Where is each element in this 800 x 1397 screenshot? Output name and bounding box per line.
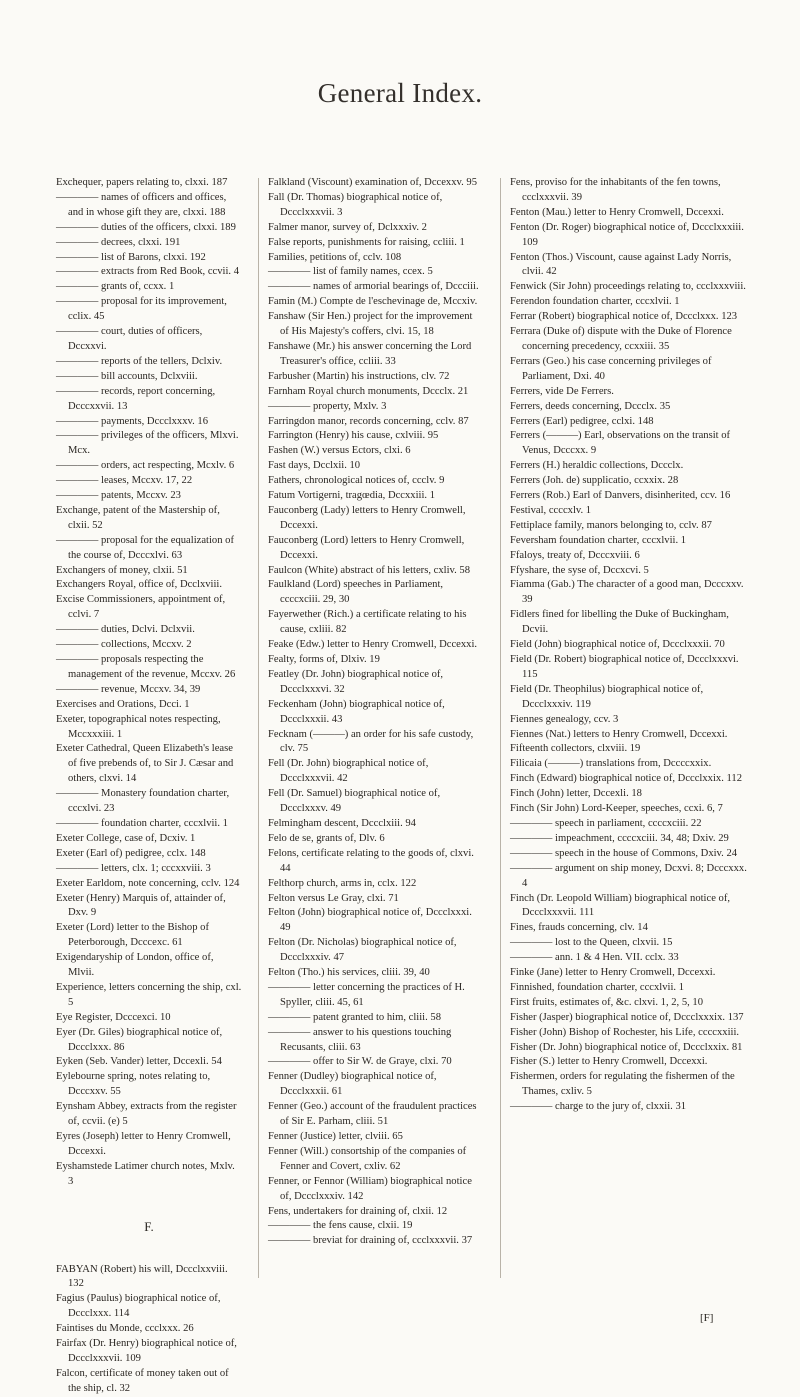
index-entry: ———— grants of, ccxx. 1 bbox=[56, 281, 175, 293]
index-entry: Fell (Dr. Samuel) biographical notice of, Dccclxxxv. 49 bbox=[268, 788, 441, 815]
index-entry: Finnished, foundation charter, cccxlvii. 1 bbox=[510, 981, 685, 993]
index-entry: Fealty, forms of, Dlxiv. 19 bbox=[268, 654, 380, 665]
index-entry: Falcon, certificate of money taken out of the ship, cl. 32 bbox=[56, 1367, 229, 1394]
index-entry: ———— list of family names, ccex. 5 bbox=[268, 266, 433, 278]
index-entry: Exeter, topographical notes respecting, Mccxxxiii. 1 bbox=[56, 713, 221, 740]
index-entry: ———— decrees, clxxi. 191 bbox=[56, 236, 181, 248]
index-entry: ———— revenue, Mccxv. 34, 39 bbox=[56, 683, 201, 695]
index-entry: Felmingham descent, Dccclxiii. 94 bbox=[268, 817, 416, 829]
index-entry: ———— extracts from Red Book, ccvii. 4 bbox=[56, 266, 240, 278]
index-entry: Fanshaw (Sir Hen.) project for the improvement of His Majesty's coffers, clvi. 15, 18 bbox=[268, 311, 473, 338]
index-entry: Ferrers, deeds concerning, Dccclx. 35 bbox=[510, 400, 671, 412]
index-entry: Exeter (Henry) Marquis of, attainder of, Dxv. 9 bbox=[56, 892, 226, 919]
index-entry: Falmer manor, survey of, Dclxxxiv. 2 bbox=[268, 221, 427, 233]
index-entry: Fiamma (Gab.) The character of a good man, Dcccxxv. 39 bbox=[510, 579, 744, 606]
index-entry: Fenton (Dr. Roger) biographical notice of, Dccclxxxiii. 109 bbox=[510, 221, 744, 248]
index-entry: Fenner (Will.) consortship of the companies of Fenner and Covert, cxliv. 62 bbox=[268, 1145, 467, 1172]
index-entry: Fauconberg (Lady) letters to Henry Cromwell, Dccexxi. bbox=[268, 504, 466, 531]
index-entry: Fenton (Thos.) Viscount, cause against Lady Norris, clvii. 42 bbox=[510, 251, 732, 278]
index-entry: Featley (Dr. John) biographical notice of, Dccclxxxvi. 32 bbox=[268, 668, 444, 695]
index-entry: Fenner (Geo.) account of the fraudulent practices of Sir E. Parham, cliii. 51 bbox=[268, 1101, 477, 1128]
index-entry: Fens, undertakers for draining of, clxii. 12 bbox=[268, 1205, 448, 1217]
index-entry: Felton (John) biographical notice of, Dccclxxxi. 49 bbox=[268, 907, 472, 934]
index-entry: Fisher (S.) letter to Henry Cromwell, Dccexxi. bbox=[510, 1056, 708, 1068]
signature-mark: [F] bbox=[700, 1312, 714, 1324]
index-entry: ———— property, Mxlv. 3 bbox=[268, 400, 387, 412]
index-entry: Ferrar (Robert) biographical notice of, Dccclxxx. 123 bbox=[510, 311, 738, 323]
index-entry: Farnham Royal church monuments, Dccclx. 21 bbox=[268, 385, 469, 397]
index-entry: ———— proposal for its improvement, cclix. 45 bbox=[56, 296, 227, 323]
index-entry: Fenner (Dudley) biographical notice of, Dccclxxxii. 61 bbox=[268, 1071, 437, 1098]
index-entry: Fall (Dr. Thomas) biographical notice of, Dccclxxxvii. 3 bbox=[268, 191, 443, 218]
index-entry: ———— collections, Mccxv. 2 bbox=[56, 639, 192, 651]
index-entry: Fisher (Dr. John) biographical notice of, Dccclxxix. 81 bbox=[510, 1041, 743, 1053]
index-entry: ———— bill accounts, Dclxviii. bbox=[56, 370, 198, 382]
index-entry: ———— list of Barons, clxxi. 192 bbox=[56, 251, 206, 263]
index-entry: Families, petitions of, cclv. 108 bbox=[268, 251, 402, 263]
index-entry: Exchangers Royal, office of, Dcclxviii. bbox=[56, 579, 223, 591]
index-entry: Felons, certificate relating to the goods of, clxvi. 44 bbox=[268, 847, 474, 874]
page-title: General Index. bbox=[317, 78, 483, 108]
index-entry: Finch (John) letter, Dccexli. 18 bbox=[510, 788, 642, 800]
index-entry: Fenwick (Sir John) proceedings relating to, ccclxxxviii. bbox=[510, 281, 746, 293]
entry-list-right bbox=[510, 176, 750, 1115]
index-entry: Felthorp church, arms in, cclx. 122 bbox=[268, 877, 417, 889]
index-entry: Fecknam (———) an order for his safe custody, clv. 75 bbox=[268, 728, 474, 755]
index-entry: Ferrers (Earl) pedigree, cclxi. 148 bbox=[510, 415, 654, 427]
index-entry: Felton (Tho.) his services, cliii. 39, 40 bbox=[268, 967, 430, 979]
index-entry: Exchangers of money, clxii. 51 bbox=[56, 564, 188, 576]
index-entry: Finch (Sir John) Lord-Keeper, speeches, ccxi. 6, 7 bbox=[510, 803, 723, 815]
index-entry: Experience, letters concerning the ship, cxl. 5 bbox=[56, 981, 242, 1008]
index-entry: Felton versus Le Gray, clxi. 71 bbox=[268, 892, 399, 904]
index-entry: Fenton (Mau.) letter to Henry Cromwell, Dccexxi. bbox=[510, 206, 724, 218]
index-entry: Eylebourne spring, notes relating to, Dcccxxv. 55 bbox=[56, 1071, 211, 1098]
index-entry: ———— answer to his questions touching Recusants, cliii. 63 bbox=[268, 1026, 452, 1053]
index-entry: ———— privileges of the officers, Mlxvi. Mcx. bbox=[56, 430, 239, 457]
index-entry: Fashen (W.) versus Ectors, clxi. 6 bbox=[268, 445, 411, 457]
index-column-left bbox=[56, 176, 242, 1397]
index-entry: Faulcon (White) abstract of his letters, cxliv. 58 bbox=[268, 564, 471, 576]
index-entry: Fiennes genealogy, ccv. 3 bbox=[510, 713, 619, 725]
index-entry: Exeter College, case of, Dcxiv. 1 bbox=[56, 832, 196, 844]
index-entry: ———— names of armorial bearings of, Dccciii. bbox=[268, 281, 479, 293]
index-entry: ———— reports of the tellers, Dclxiv. bbox=[56, 355, 223, 367]
index-entry: ———— patent granted to him, cliii. 58 bbox=[268, 1011, 442, 1023]
index-entry: Eyer (Dr. Giles) biographical notice of, Dccclxxx. 86 bbox=[56, 1026, 223, 1053]
index-entry: Eyshamstede Latimer church notes, Mxlv. 3 bbox=[56, 1160, 235, 1187]
index-entry: Eynsham Abbey, extracts from the register of, ccvii. (e) 5 bbox=[56, 1101, 237, 1128]
index-entry: ———— names of officers and offices, and in whose gift they are, clxxi. 188 bbox=[56, 191, 227, 218]
index-entry: Ferrers (Rob.) Earl of Danvers, disinherited, ccv. 16 bbox=[510, 490, 731, 502]
index-entry: ———— patents, Mccxv. 23 bbox=[56, 490, 181, 502]
column-divider-right bbox=[500, 178, 501, 1278]
index-entry: Exigendaryship of London, office of, Mlvii. bbox=[56, 952, 214, 979]
index-entry: Feake (Edw.) letter to Henry Cromwell, Dccexxi. bbox=[268, 639, 478, 651]
index-entry: Exeter Cathedral, Queen Elizabeth's lease of five prebends of, to Sir J. Cæsar and others, clxvi. 14 bbox=[56, 743, 234, 785]
index-entry: ———— Monastery foundation charter, cccxlvi. 23 bbox=[56, 788, 230, 815]
index-entry: Fishermen, orders for regulating the fishermen of the Thames, cxliv. 5 bbox=[510, 1071, 735, 1098]
index-entry: Exeter (Lord) letter to the Bishop of Peterborough, Dcccexc. 61 bbox=[56, 922, 209, 949]
index-entry: Eyken (Seb. Vander) letter, Dccexli. 54 bbox=[56, 1056, 222, 1068]
index-entry: Farringdon manor, records concerning, cclv. 87 bbox=[268, 415, 469, 427]
index-entry: Farbusher (Martin) his instructions, clv. 72 bbox=[268, 370, 450, 382]
index-entry: Exeter (Earl of) pedigree, cclx. 148 bbox=[56, 847, 206, 859]
index-entry: Fettiplace family, manors belonging to, cclv. 87 bbox=[510, 519, 712, 531]
index-entry: Ferrars (Geo.) his case concerning privileges of Parliament, Dxi. 40 bbox=[510, 355, 712, 382]
index-entry: Fatum Vortigerni, tragœdia, Dccxxiii. 1 bbox=[268, 490, 436, 502]
index-entry: Fisher (Jasper) biographical notice of, Dccclxxxix. 137 bbox=[510, 1011, 744, 1023]
index-entry: ———— duties, Dclvi. Dclxvii. bbox=[56, 624, 195, 636]
index-entry: Fiennes (Nat.) letters to Henry Cromwell, Dccexxi. bbox=[510, 728, 728, 740]
index-entry: Exeter Earldom, note concerning, cclv. 124 bbox=[56, 877, 240, 889]
index-entry: Finch (Dr. Leopold William) biographical notice of, Dccclxxxvii. 111 bbox=[510, 892, 731, 919]
index-entry: Famin (M.) Compte de l'eschevinage de, Mccxiv. bbox=[268, 296, 478, 308]
index-entry: ———— speech in parliament, ccccxciii. 22 bbox=[510, 817, 702, 829]
index-entry: Fairfax (Dr. Henry) biographical notice of, Dccclxxxvii. 109 bbox=[56, 1338, 237, 1364]
index-entry: Exercises and Orations, Dcci. 1 bbox=[56, 698, 190, 710]
index-entry: Ferrers (Joh. de) supplicatio, ccxxix. 28 bbox=[510, 475, 679, 487]
index-entry: False reports, punishments for raising, ccliii. 1 bbox=[268, 236, 465, 248]
index-entry: ———— offer to Sir W. de Graye, clxi. 70 bbox=[268, 1056, 452, 1068]
index-entry: ———— court, duties of officers, Dccxxvi. bbox=[56, 326, 203, 352]
index-entry: ———— lost to the Queen, clxvii. 15 bbox=[510, 937, 673, 949]
index-entry: ———— speech in the house of Commons, Dxiv. 24 bbox=[510, 847, 738, 859]
index-entry: Finch (Edward) biographical notice of, Dccclxxix. 112 bbox=[510, 773, 743, 785]
index-entry: ———— proposals respecting the management of the revenue, Mccxv. 26 bbox=[56, 654, 236, 680]
index-entry: Fell (Dr. John) biographical notice of, Dccclxxxvii. 42 bbox=[268, 758, 429, 785]
index-entry: ———— impeachment, ccccxciii. 34, 48; Dxiv. 29 bbox=[510, 832, 729, 844]
index-entry: Field (Dr. Theophilus) biographical notice of, Dccclxxxiv. 119 bbox=[510, 683, 704, 710]
index-entry: Fayerwether (Rich.) a certificate relating to his cause, cxliii. 82 bbox=[268, 609, 467, 636]
index-entry: ———— foundation charter, cccxlvii. 1 bbox=[56, 817, 228, 829]
index-entry: Ferrers, vide De Ferrers. bbox=[510, 385, 614, 397]
column-divider-left bbox=[258, 178, 259, 1278]
index-entry: Exchequer, papers relating to, clxxi. 187 bbox=[56, 177, 228, 188]
index-entry: Ffyshare, the syse of, Dccxcvi. 5 bbox=[510, 564, 649, 576]
index-entry: ———— leases, Mccxv. 17, 22 bbox=[56, 475, 193, 487]
index-entry: Feckenham (John) biographical notice of, Dccclxxxii. 43 bbox=[268, 698, 445, 725]
index-entry: ———— duties of the officers, clxxi. 189 bbox=[56, 221, 236, 233]
index-column-right bbox=[510, 176, 750, 1115]
index-entry: Fenner (Justice) letter, clviii. 65 bbox=[268, 1131, 403, 1142]
index-entry: Field (John) biographical notice of, Dccclxxxii. 70 bbox=[510, 639, 725, 651]
index-entry: Fidlers fined for libelling the Duke of Buckingham, Dcvii. bbox=[510, 609, 729, 636]
index-entry: Field (Dr. Robert) biographical notice of, Dccclxxxvi. 115 bbox=[510, 654, 739, 680]
index-entry: Excise Commissioners, appointment of, cclvi. 7 bbox=[56, 594, 226, 621]
index-entry: ———— proposal for the equalization of the course of, Dcccxlvi. 63 bbox=[56, 534, 234, 561]
index-entry: Ferrara (Duke of) dispute with the Duke of Florence concerning precedency, ccxxiii. 35 bbox=[510, 326, 732, 352]
index-entry: Fanshawe (Mr.) his answer concerning the Lord Treasurer's office, ccliii. 33 bbox=[268, 340, 472, 367]
entry-list-left bbox=[56, 176, 242, 1190]
index-entry: Feversham foundation charter, cccxlvii. 1 bbox=[510, 534, 687, 546]
index-entry: ———— breviat for draining of, ccclxxxvii. 37 bbox=[268, 1235, 473, 1247]
index-entry: Festival, ccccxlv. 1 bbox=[510, 504, 592, 516]
index-entry: Fagius (Paulus) biographical notice of, Dccclxxx. 114 bbox=[56, 1293, 221, 1320]
index-entry: Fines, frauds concerning, clv. 14 bbox=[510, 922, 648, 934]
index-entry: ———— orders, act respecting, Mcxlv. 6 bbox=[56, 460, 235, 472]
index-entry: ———— the fens cause, clxii. 19 bbox=[268, 1220, 413, 1232]
index-entry: Ffaloys, treaty of, Dcccxviii. 6 bbox=[510, 549, 640, 561]
index-entry: Felton (Dr. Nicholas) biographical notice of, Dccclxxxiv. 47 bbox=[268, 937, 457, 964]
index-entry: Fifteenth collectors, clxviii. 19 bbox=[510, 743, 641, 755]
index-entry: ———— letter concerning the practices of H. Spyller, cliii. 45, 61 bbox=[268, 981, 465, 1008]
index-entry: Fens, proviso for the inhabitants of the fen towns, ccclxxxvii. 39 bbox=[510, 177, 721, 203]
index-entry: Ferrers (———) Earl, observations on the transit of Venus, Dcccxx. 9 bbox=[510, 430, 731, 457]
index-entry: ———— argument on ship money, Dcxvi. 8; Dcccxxx. 4 bbox=[510, 862, 747, 889]
index-entry: ———— letters, clx. 1; cccxxviii. 3 bbox=[56, 862, 211, 874]
index-entry: Fauconberg (Lord) letters to Henry Cromwell, Dccexxi. bbox=[268, 534, 465, 561]
index-entry: ———— charge to the jury of, clxxii. 31 bbox=[510, 1101, 687, 1113]
index-entry: Finke (Jane) letter to Henry Cromwell, Dccexxi. bbox=[510, 967, 716, 979]
index-entry: Fathers, chronological notices of, ccclv. 9 bbox=[268, 475, 445, 487]
index-entry: Fenner, or Fennor (William) biographical notice of, Dccclxxxiv. 142 bbox=[268, 1175, 472, 1202]
index-entry: Farrington (Henry) his cause, cxlviii. 95 bbox=[268, 430, 439, 442]
index-column-middle bbox=[268, 176, 480, 1249]
entry-list-middle bbox=[268, 176, 480, 1249]
section-heading-f: F. bbox=[144, 1218, 154, 1234]
index-entry: Faulkland (Lord) speeches in Parliament, ccccxciii. 29, 30 bbox=[268, 579, 444, 606]
index-entry: Eyres (Joseph) letter to Henry Cromwell, Dccexxi. bbox=[56, 1131, 231, 1157]
index-entry: Ferrers (H.) heraldic collections, Dccclx. bbox=[510, 460, 684, 472]
entry-list-left-f bbox=[56, 1263, 242, 1397]
index-entry: Exchange, patent of the Mastership of, clxii. 52 bbox=[56, 504, 220, 531]
index-entry: Fisher (John) Bishop of Rochester, his Life, ccccxxiii. bbox=[510, 1026, 740, 1038]
index-entry: Falkland (Viscount) examination of, Dccexxv. 95 bbox=[268, 177, 478, 188]
index-entry: ———— records, report concerning, Dcccxxvii. 13 bbox=[56, 385, 216, 412]
index-entry: Faintises du Monde, ccclxxx. 26 bbox=[56, 1323, 194, 1335]
index-entry: ———— ann. 1 & 4 Hen. VII. cclx. 33 bbox=[510, 952, 679, 964]
index-entry: ———— payments, Dccclxxxv. 16 bbox=[56, 415, 209, 427]
index-entry: Felo de se, grants of, Dlv. 6 bbox=[268, 832, 385, 844]
index-entry: First fruits, estimates of, &c. clxvi. 1, 2, 5, 10 bbox=[510, 996, 704, 1008]
index-entry: Ferendon foundation charter, cccxlvii. 1 bbox=[510, 296, 680, 308]
index-entry: Fast days, Dcclxii. 10 bbox=[268, 460, 361, 472]
index-entry: Eye Register, Dcccexci. 10 bbox=[56, 1011, 171, 1023]
index-entry: Filicaia (———) translations from, Dccccxxix. bbox=[510, 758, 712, 770]
index-entry: FABYAN (Robert) his will, Dccclxxviii. 132 bbox=[56, 1263, 228, 1290]
